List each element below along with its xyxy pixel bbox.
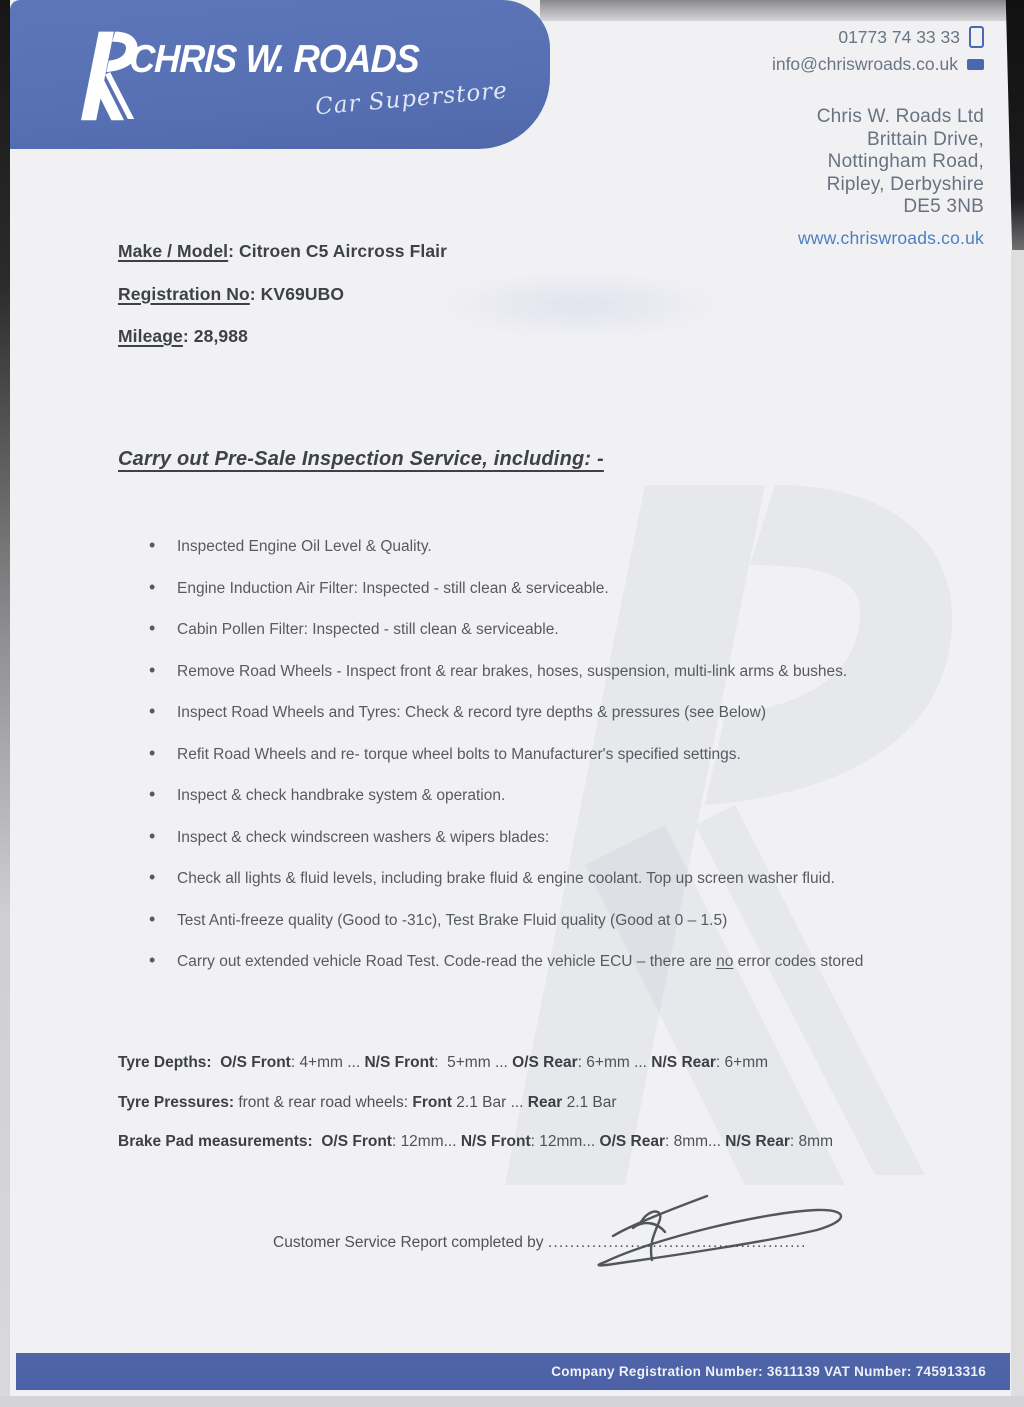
- scan-edge-top: [540, 0, 1010, 21]
- text-segment: : 12mm...: [530, 1133, 600, 1150]
- address-line: Chris W. Roads Ltd: [816, 106, 984, 127]
- vehicle-detail-row: [118, 326, 447, 347]
- text-segment: : 4+mm ...: [290, 1054, 365, 1071]
- email-address: info@chriswroads.co.uk: [771, 54, 958, 74]
- checklist-item: [148, 661, 978, 682]
- company-registration-text: Company Registration Number: 3611139 VAT Number: 745913316: [551, 1364, 986, 1379]
- text-segment: O/S Front: [220, 1054, 291, 1071]
- scan-edge-left: [0, 0, 10, 1407]
- text-segment: : 8mm...: [665, 1133, 726, 1150]
- address-block: [817, 106, 984, 219]
- measurement-line: [118, 1052, 978, 1073]
- text-segment: : 5+mm ...: [434, 1054, 513, 1071]
- measurement-line: [118, 1092, 978, 1113]
- text-segment: Inspect Road Wheels and Tyres: Check & record tyre depths & pressures (see Below): [177, 704, 766, 721]
- phone-row: [772, 26, 984, 48]
- measurements: [118, 1052, 978, 1171]
- checklist-item: [148, 910, 978, 931]
- text-segment: O/S Front: [321, 1133, 392, 1150]
- measurement-line: [118, 1131, 978, 1152]
- text-segment: : 12mm...: [391, 1133, 461, 1150]
- website-link: www.chriswroads.co.uk: [797, 228, 984, 248]
- logo-r-road-icon: [62, 26, 138, 122]
- text-segment: : 6+mm ...: [577, 1054, 652, 1071]
- text-segment: O/S Rear: [599, 1133, 665, 1150]
- text-segment: N/S Rear: [651, 1054, 716, 1071]
- text-segment: Front: [412, 1093, 452, 1111]
- handwritten-signature: [575, 1182, 865, 1282]
- checklist-item: [148, 578, 978, 599]
- signature-label: Customer Service Report completed by: [273, 1234, 548, 1251]
- text-segment: : 6+mm: [715, 1054, 769, 1071]
- field-label: Registration No: [118, 283, 250, 304]
- text-segment: Inspected Engine Oil Level & Quality.: [177, 538, 432, 555]
- text-segment: Refit Road Wheels and re- torque wheel bolts to Manufacturer's specified settings.: [177, 745, 741, 763]
- text-segment: error codes stored: [733, 953, 864, 970]
- checklist: [148, 536, 978, 993]
- scan-smudge: [430, 270, 730, 340]
- address-line: DE5 3NB: [903, 196, 984, 217]
- text-segment: Check all lights & fluid levels, including brake fluid & engine coolant. Top up screen washer fluid.: [177, 870, 835, 887]
- text-segment: N/S Rear: [725, 1133, 790, 1150]
- address-line: Ripley, Derbyshire: [826, 173, 984, 195]
- checklist-item: [148, 744, 978, 765]
- footer-bar: [16, 1353, 1010, 1390]
- company-logo-title: CHRIS W. ROADS: [128, 38, 420, 81]
- text-segment: Tyre Pressures:: [118, 1093, 235, 1111]
- text-segment: Cabin Pollen Filter: Inspected - still clean & serviceable.: [177, 621, 559, 638]
- envelope-icon: [967, 59, 984, 70]
- text-segment: no: [716, 953, 734, 970]
- checklist-item: [148, 868, 978, 889]
- field-label: Make / Model: [118, 241, 229, 261]
- text-segment: Rear: [527, 1093, 563, 1111]
- phone-icon: [969, 26, 984, 48]
- email-row: [772, 54, 984, 75]
- text-segment: N/S Front: [364, 1054, 435, 1071]
- checklist-item: [148, 619, 978, 640]
- field-value: : Citroen C5 Aircross Flair: [228, 241, 448, 261]
- text-segment: 2.1 Bar: [562, 1093, 617, 1111]
- text-segment: N/S Front: [460, 1133, 531, 1150]
- address-line: Brittain Drive,: [866, 128, 984, 150]
- field-label: Mileage: [118, 326, 183, 346]
- text-segment: Engine Induction Air Filter: Inspected - still clean & serviceable.: [177, 579, 609, 597]
- text-segment: O/S Rear: [512, 1054, 578, 1071]
- company-logo-tagline: Car Superstore: [314, 77, 509, 121]
- header-banner: [10, 0, 550, 149]
- address-line: Nottingham Road,: [827, 151, 984, 172]
- checklist-item: [148, 951, 978, 972]
- text-segment: Test Anti-freeze quality (Good to -31c), Test Brake Fluid quality (Good at 0 – 1.5): [177, 911, 728, 929]
- vehicle-details: [118, 241, 447, 369]
- signature-dotted-line: ...............................................: [547, 1234, 807, 1251]
- text-segment: Inspect & check handbrake system & operation.: [177, 787, 506, 804]
- text-segment: front & rear road wheels:: [234, 1093, 413, 1111]
- section-heading: Carry out Pre-Sale Inspection Service, including: -: [118, 448, 604, 470]
- checklist-item: [148, 785, 978, 806]
- phone-number: 01773 74 33 33: [838, 26, 960, 47]
- scan-edge-right: [1011, 250, 1024, 1407]
- text-segment: Tyre Depths:: [118, 1054, 212, 1071]
- text-segment: 2.1 Bar ...: [451, 1093, 528, 1111]
- text-segment: Carry out extended vehicle Road Test. Code-read the vehicle ECU – there are: [177, 953, 717, 970]
- text-segment: : 8mm: [789, 1133, 833, 1150]
- scan-edge-bottom: [0, 1396, 1024, 1407]
- contact-block: [772, 26, 984, 81]
- checklist-item: [148, 536, 978, 557]
- text-segment: Inspect & check windscreen washers & wipers blades:: [177, 828, 550, 846]
- field-value: : 28,988: [182, 326, 248, 346]
- text-segment: Remove Road Wheels - Inspect front & rear brakes, hoses, suspension, multi-link arms & bushes.: [177, 662, 848, 680]
- vehicle-detail-row: [118, 241, 447, 262]
- text-segment: Brake Pad measurements:: [118, 1133, 313, 1150]
- checklist-item: [148, 702, 978, 723]
- text-segment: [212, 1054, 221, 1071]
- field-value: : KV69UBO: [249, 283, 345, 304]
- checklist-item: [148, 827, 978, 848]
- vehicle-detail-row: [118, 284, 447, 305]
